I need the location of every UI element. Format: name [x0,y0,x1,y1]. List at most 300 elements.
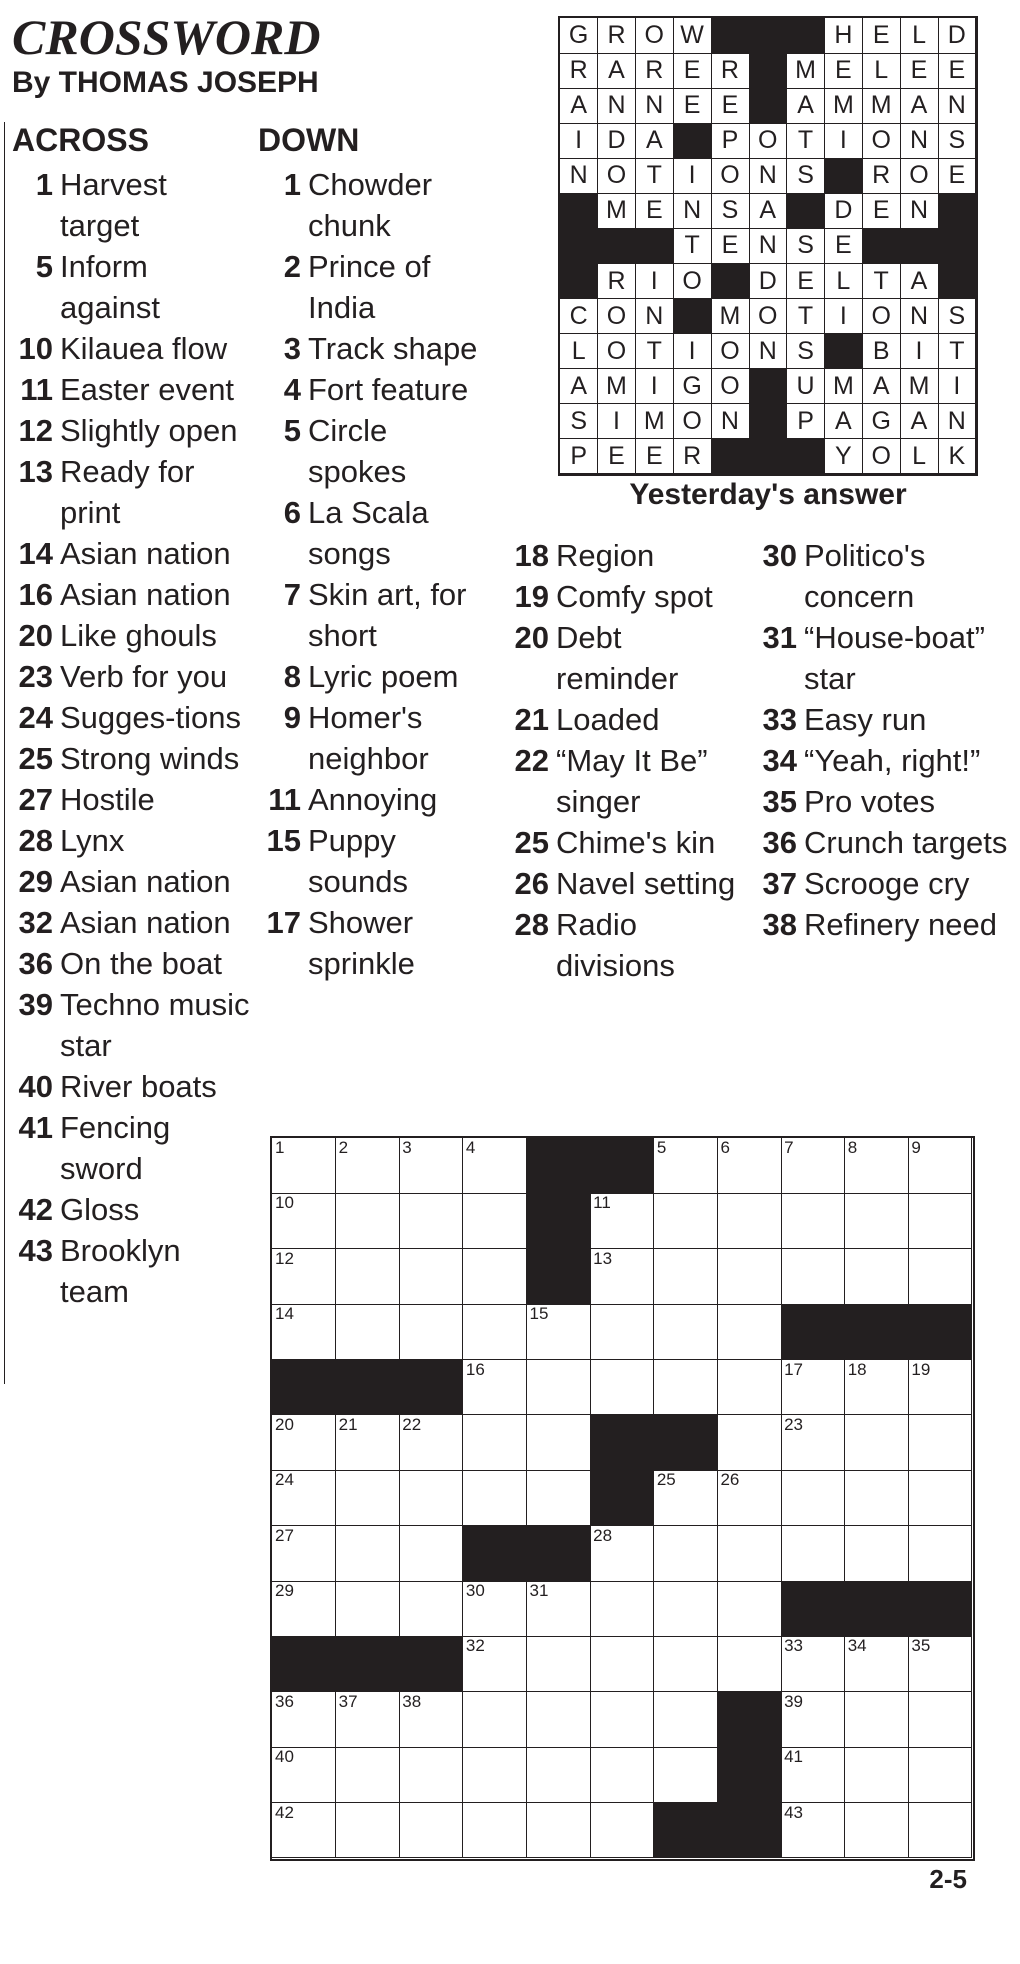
answer-cell: E [938,158,976,194]
grid-cell[interactable] [399,1470,463,1526]
answer-cell: W [673,18,711,54]
answer-cell: N [749,158,787,194]
grid-cell[interactable] [590,1249,654,1305]
grid-cell[interactable] [781,1470,845,1526]
grid-cell[interactable] [463,1360,527,1416]
grid-cell[interactable] [399,1193,463,1249]
answer-cell: L [825,264,863,300]
grid-cell[interactable] [654,1581,718,1637]
grid-cell[interactable] [845,1692,909,1748]
grid-cell[interactable] [654,1692,718,1748]
grid-cell[interactable] [781,1747,845,1803]
answer-cell: R [560,53,598,89]
black-square [781,1304,845,1360]
answer-cell: G [673,369,711,405]
grid-cell[interactable] [908,1415,972,1471]
answer-cell: A [787,88,825,124]
grid-cell[interactable] [717,1249,781,1305]
grid-cell[interactable] [527,1692,591,1748]
grid-cell[interactable] [590,1360,654,1416]
answer-black-square [938,193,976,229]
grid-cell[interactable] [845,1138,909,1194]
grid-cell[interactable] [463,1636,527,1692]
answer-cell: L [560,334,598,370]
clue-number: 33 [762,702,797,737]
clue-number: 3 [283,331,301,366]
answer-cell: D [938,18,976,54]
black-square [527,1138,591,1194]
black-square [399,1636,463,1692]
cell-number: 31 [529,1581,549,1601]
down-clue-2 [283,246,478,328]
puzzle-byline: By THOMAS JOSEPH [12,66,319,99]
answer-black-square [749,88,787,124]
answer-cell: O [673,264,711,300]
clue-number: 25 [18,741,53,776]
cell-number: 2 [338,1138,349,1157]
black-square [590,1138,654,1194]
grid-cell[interactable] [336,1193,400,1249]
grid-cell[interactable] [463,1581,527,1637]
clue-number: 31 [762,620,797,655]
grid-cell[interactable] [463,1470,527,1526]
answer-cell: A [825,404,863,440]
answer-cell: E [673,53,711,89]
clue-text: Region [556,538,655,573]
clue-number: 13 [18,454,53,489]
grid-cell[interactable] [336,1803,400,1859]
across-clue-14 [18,533,250,574]
answer-cell: N [636,299,674,335]
grid-cell[interactable] [463,1803,527,1859]
grid-cell[interactable] [399,1304,463,1360]
black-square [654,1803,718,1859]
down-clue-5 [283,410,478,492]
grid-cell[interactable] [463,1193,527,1249]
black-square [908,1304,972,1360]
clue-text: Inform against [60,249,160,325]
cell-number: 1 [275,1138,285,1157]
clue-text: Chime's kin [556,825,716,860]
clue-number: 22 [514,743,549,778]
grid-cell[interactable] [717,1360,781,1416]
grid-cell[interactable] [463,1692,527,1748]
down-clue-33 [762,699,1014,740]
answer-black-square [749,18,787,54]
answer-cell: N [749,334,787,370]
grid-cell[interactable] [590,1636,654,1692]
black-square [527,1526,591,1582]
grid-cell[interactable] [336,1526,400,1582]
cell-number: 23 [784,1414,803,1434]
grid-cell[interactable] [336,1138,400,1194]
answer-cell: P [787,404,825,440]
down-heading: DOWN [258,122,360,158]
grid-cell[interactable] [908,1193,972,1249]
clue-text: Comfy spot [556,579,713,614]
answer-black-square [560,228,598,264]
grid-cell[interactable] [845,1249,909,1305]
answer-cell: M [598,369,636,405]
grid-cell[interactable] [845,1470,909,1526]
black-square [527,1249,591,1305]
grid-cell[interactable] [590,1803,654,1859]
answer-black-square [711,264,749,300]
grid-cell[interactable] [336,1249,400,1305]
clue-number: 4 [283,372,301,407]
answer-cell: O [749,123,787,159]
answer-black-square [825,334,863,370]
grid-cell[interactable] [654,1193,718,1249]
answer-cell: S [711,193,749,229]
grid-cell[interactable] [527,1470,591,1526]
answer-cell: P [711,123,749,159]
grid-cell[interactable] [717,1304,781,1360]
answer-cell: I [673,334,711,370]
grid-cell[interactable] [527,1304,591,1360]
grid-cell[interactable] [272,1415,336,1471]
answer-cell: N [938,88,976,124]
grid-cell[interactable] [717,1138,781,1194]
grid-cell[interactable] [399,1581,463,1637]
answer-cell: O [598,334,636,370]
answer-cell: I [636,264,674,300]
answer-cell: O [711,334,749,370]
black-square [336,1360,400,1416]
clue-text: Radio divisions [556,907,675,983]
grid-cell[interactable] [527,1636,591,1692]
grid-cell[interactable] [336,1581,400,1637]
cell-number: 27 [275,1525,294,1545]
clue-number: 28 [18,823,53,858]
answer-cell: A [900,264,938,300]
cell-number: 5 [656,1138,667,1157]
cell-number: 37 [338,1691,358,1711]
grid-cell[interactable] [908,1470,972,1526]
clue-number: 37 [762,866,797,901]
answer-cell: I [560,123,598,159]
grid-cell[interactable] [272,1470,336,1526]
answer-cell: L [863,53,901,89]
grid-cell[interactable] [654,1138,718,1194]
clue-text: Circle spokes [308,413,407,489]
grid-cell[interactable] [717,1636,781,1692]
answer-black-square [749,369,787,405]
grid-cell[interactable] [654,1360,718,1416]
down-clue-4 [283,369,478,410]
grid-cell[interactable] [463,1304,527,1360]
grid-cell[interactable] [781,1526,845,1582]
across-clue-27 [18,779,250,820]
answer-black-square [711,439,749,475]
grid-cell[interactable] [845,1803,909,1859]
answer-cell: A [749,193,787,229]
grid-cell[interactable] [908,1747,972,1803]
grid-cell[interactable] [908,1138,972,1194]
answer-cell: R [636,53,674,89]
grid-cell[interactable] [272,1747,336,1803]
answer-black-square [787,193,825,229]
clue-text: Harvest target [60,167,167,243]
answer-cell: S [938,123,976,159]
answer-cell: N [900,193,938,229]
grid-cell[interactable] [272,1803,336,1859]
puzzle-date: 2-5 [929,1864,967,1894]
clue-text: Fort feature [308,372,469,407]
answer-cell: T [636,334,674,370]
clue-number: 8 [283,659,301,694]
grid-cell[interactable] [781,1249,845,1305]
black-square [336,1636,400,1692]
grid-cell[interactable] [654,1470,718,1526]
cell-number: 28 [593,1525,613,1545]
answer-cell: A [863,369,901,405]
black-square [781,1581,845,1637]
cell-number: 18 [847,1359,867,1379]
grid-cell[interactable] [908,1803,972,1859]
across-clue-23 [18,656,250,697]
grid-cell[interactable] [590,1581,654,1637]
answer-cell: E [938,53,976,89]
answer-cell: N [636,88,674,124]
clue-number: 30 [762,538,797,573]
grid-cell[interactable] [845,1526,909,1582]
grid-cell[interactable] [399,1692,463,1748]
clue-text: Debt reminder [556,620,679,696]
answer-cell: U [787,369,825,405]
yesterdays-answer-caption: Yesterday's answer [629,478,907,511]
grid-cell[interactable] [399,1747,463,1803]
cell-number: 16 [465,1359,485,1379]
grid-cell[interactable] [590,1692,654,1748]
answer-cell: S [787,158,825,194]
clue-number: 29 [18,864,53,899]
grid-cell[interactable] [781,1803,845,1859]
grid-cell[interactable] [399,1526,463,1582]
grid-cell[interactable] [272,1138,336,1194]
clue-text: Sugges-tions [60,700,241,735]
answer-cell: O [863,299,901,335]
grid-cell[interactable] [781,1193,845,1249]
grid-cell[interactable] [908,1360,972,1416]
black-square [590,1470,654,1526]
clue-text: Brooklyn team [60,1233,181,1309]
down-clue-18 [514,535,736,576]
answer-cell: M [598,193,636,229]
grid-cell[interactable] [272,1581,336,1637]
grid-cell[interactable] [399,1249,463,1305]
grid-cell[interactable] [399,1138,463,1194]
grid-cell[interactable] [845,1636,909,1692]
answer-black-square [598,228,636,264]
answer-black-square [711,18,749,54]
down-clue-38 [762,904,1014,945]
clue-text: Lyric poem [308,659,459,694]
clue-number: 42 [18,1192,53,1227]
grid-cell[interactable] [527,1747,591,1803]
grid-cell[interactable] [781,1415,845,1471]
grid-cell[interactable] [336,1692,400,1748]
clue-text: Prince of India [308,249,431,325]
clue-number: 41 [18,1110,53,1145]
clue-text: Refinery need [804,907,998,942]
grid-cell[interactable] [654,1249,718,1305]
grid-cell[interactable] [717,1581,781,1637]
answer-cell: T [787,299,825,335]
answer-cell: I [825,123,863,159]
down-clue-30 [762,535,1014,617]
answer-cell: G [560,18,598,54]
clue-number: 36 [18,946,53,981]
grid-cell[interactable] [845,1415,909,1471]
grid-cell[interactable] [463,1415,527,1471]
cell-number: 7 [784,1138,794,1157]
grid-cell[interactable] [781,1636,845,1692]
answer-cell: M [825,369,863,405]
clue-number: 1 [35,167,53,202]
answer-cell: M [863,88,901,124]
answer-cell: E [825,228,863,264]
grid-cell[interactable] [527,1581,591,1637]
clue-text: Gloss [60,1192,140,1227]
grid-cell[interactable] [717,1526,781,1582]
across-clue-10 [18,328,250,369]
grid-cell[interactable] [463,1747,527,1803]
grid-cell[interactable] [272,1304,336,1360]
clue-number: 19 [514,579,549,614]
answer-cell: I [900,334,938,370]
grid-cell[interactable] [590,1193,654,1249]
cell-number: 15 [529,1304,549,1324]
crossword-grid [270,1136,975,1861]
clue-number: 2 [283,249,301,284]
down-clue-21 [514,699,736,740]
answer-cell: D [598,123,636,159]
answer-cell: M [825,88,863,124]
grid-cell[interactable] [654,1747,718,1803]
answer-black-square [749,53,787,89]
grid-cell[interactable] [590,1747,654,1803]
answer-cell: S [560,404,598,440]
grid-cell[interactable] [654,1304,718,1360]
cell-number: 21 [338,1414,358,1434]
clue-text: Easter event [60,372,235,407]
answer-cell: D [825,193,863,229]
cell-number: 30 [465,1581,485,1601]
clue-text: River boats [60,1069,217,1104]
down-clue-34 [762,740,1014,781]
answer-cell: C [560,299,598,335]
down-clue-17 [266,902,478,984]
across-clue-13 [18,451,250,533]
grid-cell[interactable] [399,1415,463,1471]
down-clue-19 [514,576,736,617]
grid-cell[interactable] [717,1415,781,1471]
grid-cell[interactable] [527,1360,591,1416]
grid-cell[interactable] [908,1636,972,1692]
grid-cell[interactable] [654,1526,718,1582]
grid-cell[interactable] [908,1249,972,1305]
clue-text: Kilauea flow [60,331,228,366]
grid-cell[interactable] [336,1415,400,1471]
grid-cell[interactable] [527,1803,591,1859]
grid-cell[interactable] [781,1138,845,1194]
answer-cell: Y [825,439,863,475]
clue-number: 5 [283,413,301,448]
grid-cell[interactable] [590,1304,654,1360]
grid-cell[interactable] [781,1692,845,1748]
grid-cell[interactable] [463,1249,527,1305]
answer-cell: A [560,369,598,405]
grid-cell[interactable] [908,1692,972,1748]
grid-cell[interactable] [845,1747,909,1803]
answer-cell: O [711,369,749,405]
across-clue-1 [35,164,250,246]
grid-cell[interactable] [845,1193,909,1249]
grid-cell[interactable] [272,1193,336,1249]
cell-number: 24 [275,1470,294,1490]
down-clue-35 [762,781,1014,822]
grid-cell[interactable] [845,1360,909,1416]
grid-cell[interactable] [272,1249,336,1305]
answer-cell: A [900,404,938,440]
column-rule [4,122,5,1384]
cell-number: 20 [275,1414,294,1434]
black-square [654,1415,718,1471]
grid-cell[interactable] [717,1470,781,1526]
clue-number: 20 [18,618,53,653]
grid-cell[interactable] [654,1636,718,1692]
across-clue-11 [20,369,250,410]
clue-number: 14 [18,536,53,571]
grid-cell[interactable] [399,1803,463,1859]
cell-number: 34 [847,1636,867,1656]
clue-number: 36 [762,825,797,860]
answer-black-square [673,123,711,159]
grid-cell[interactable] [463,1138,527,1194]
grid-cell[interactable] [908,1526,972,1582]
clue-text: Asian nation [60,905,231,940]
grid-cell[interactable] [336,1470,400,1526]
answer-cell: I [673,158,711,194]
across-clue-32 [18,902,250,943]
grid-cell[interactable] [336,1747,400,1803]
answer-cell: T [673,228,711,264]
clue-number: 11 [268,782,301,817]
grid-cell[interactable] [527,1415,591,1471]
clue-number: 28 [514,907,549,942]
answer-cell: S [938,299,976,335]
across-heading: ACROSS [12,122,149,158]
grid-cell[interactable] [781,1360,845,1416]
grid-cell[interactable] [717,1193,781,1249]
grid-cell[interactable] [272,1526,336,1582]
grid-cell[interactable] [336,1304,400,1360]
clue-number: 25 [514,825,549,860]
cell-number: 29 [275,1581,294,1601]
answer-cell: E [711,88,749,124]
answer-cell: T [938,334,976,370]
black-square [272,1636,336,1692]
answer-cell: N [900,299,938,335]
clue-number: 6 [283,495,301,530]
clue-text: Like ghouls [60,618,217,653]
grid-cell[interactable] [590,1526,654,1582]
answer-cell: O [711,158,749,194]
grid-cell[interactable] [272,1692,336,1748]
down-clue-list-1 [266,164,478,984]
clue-number: 26 [514,866,549,901]
